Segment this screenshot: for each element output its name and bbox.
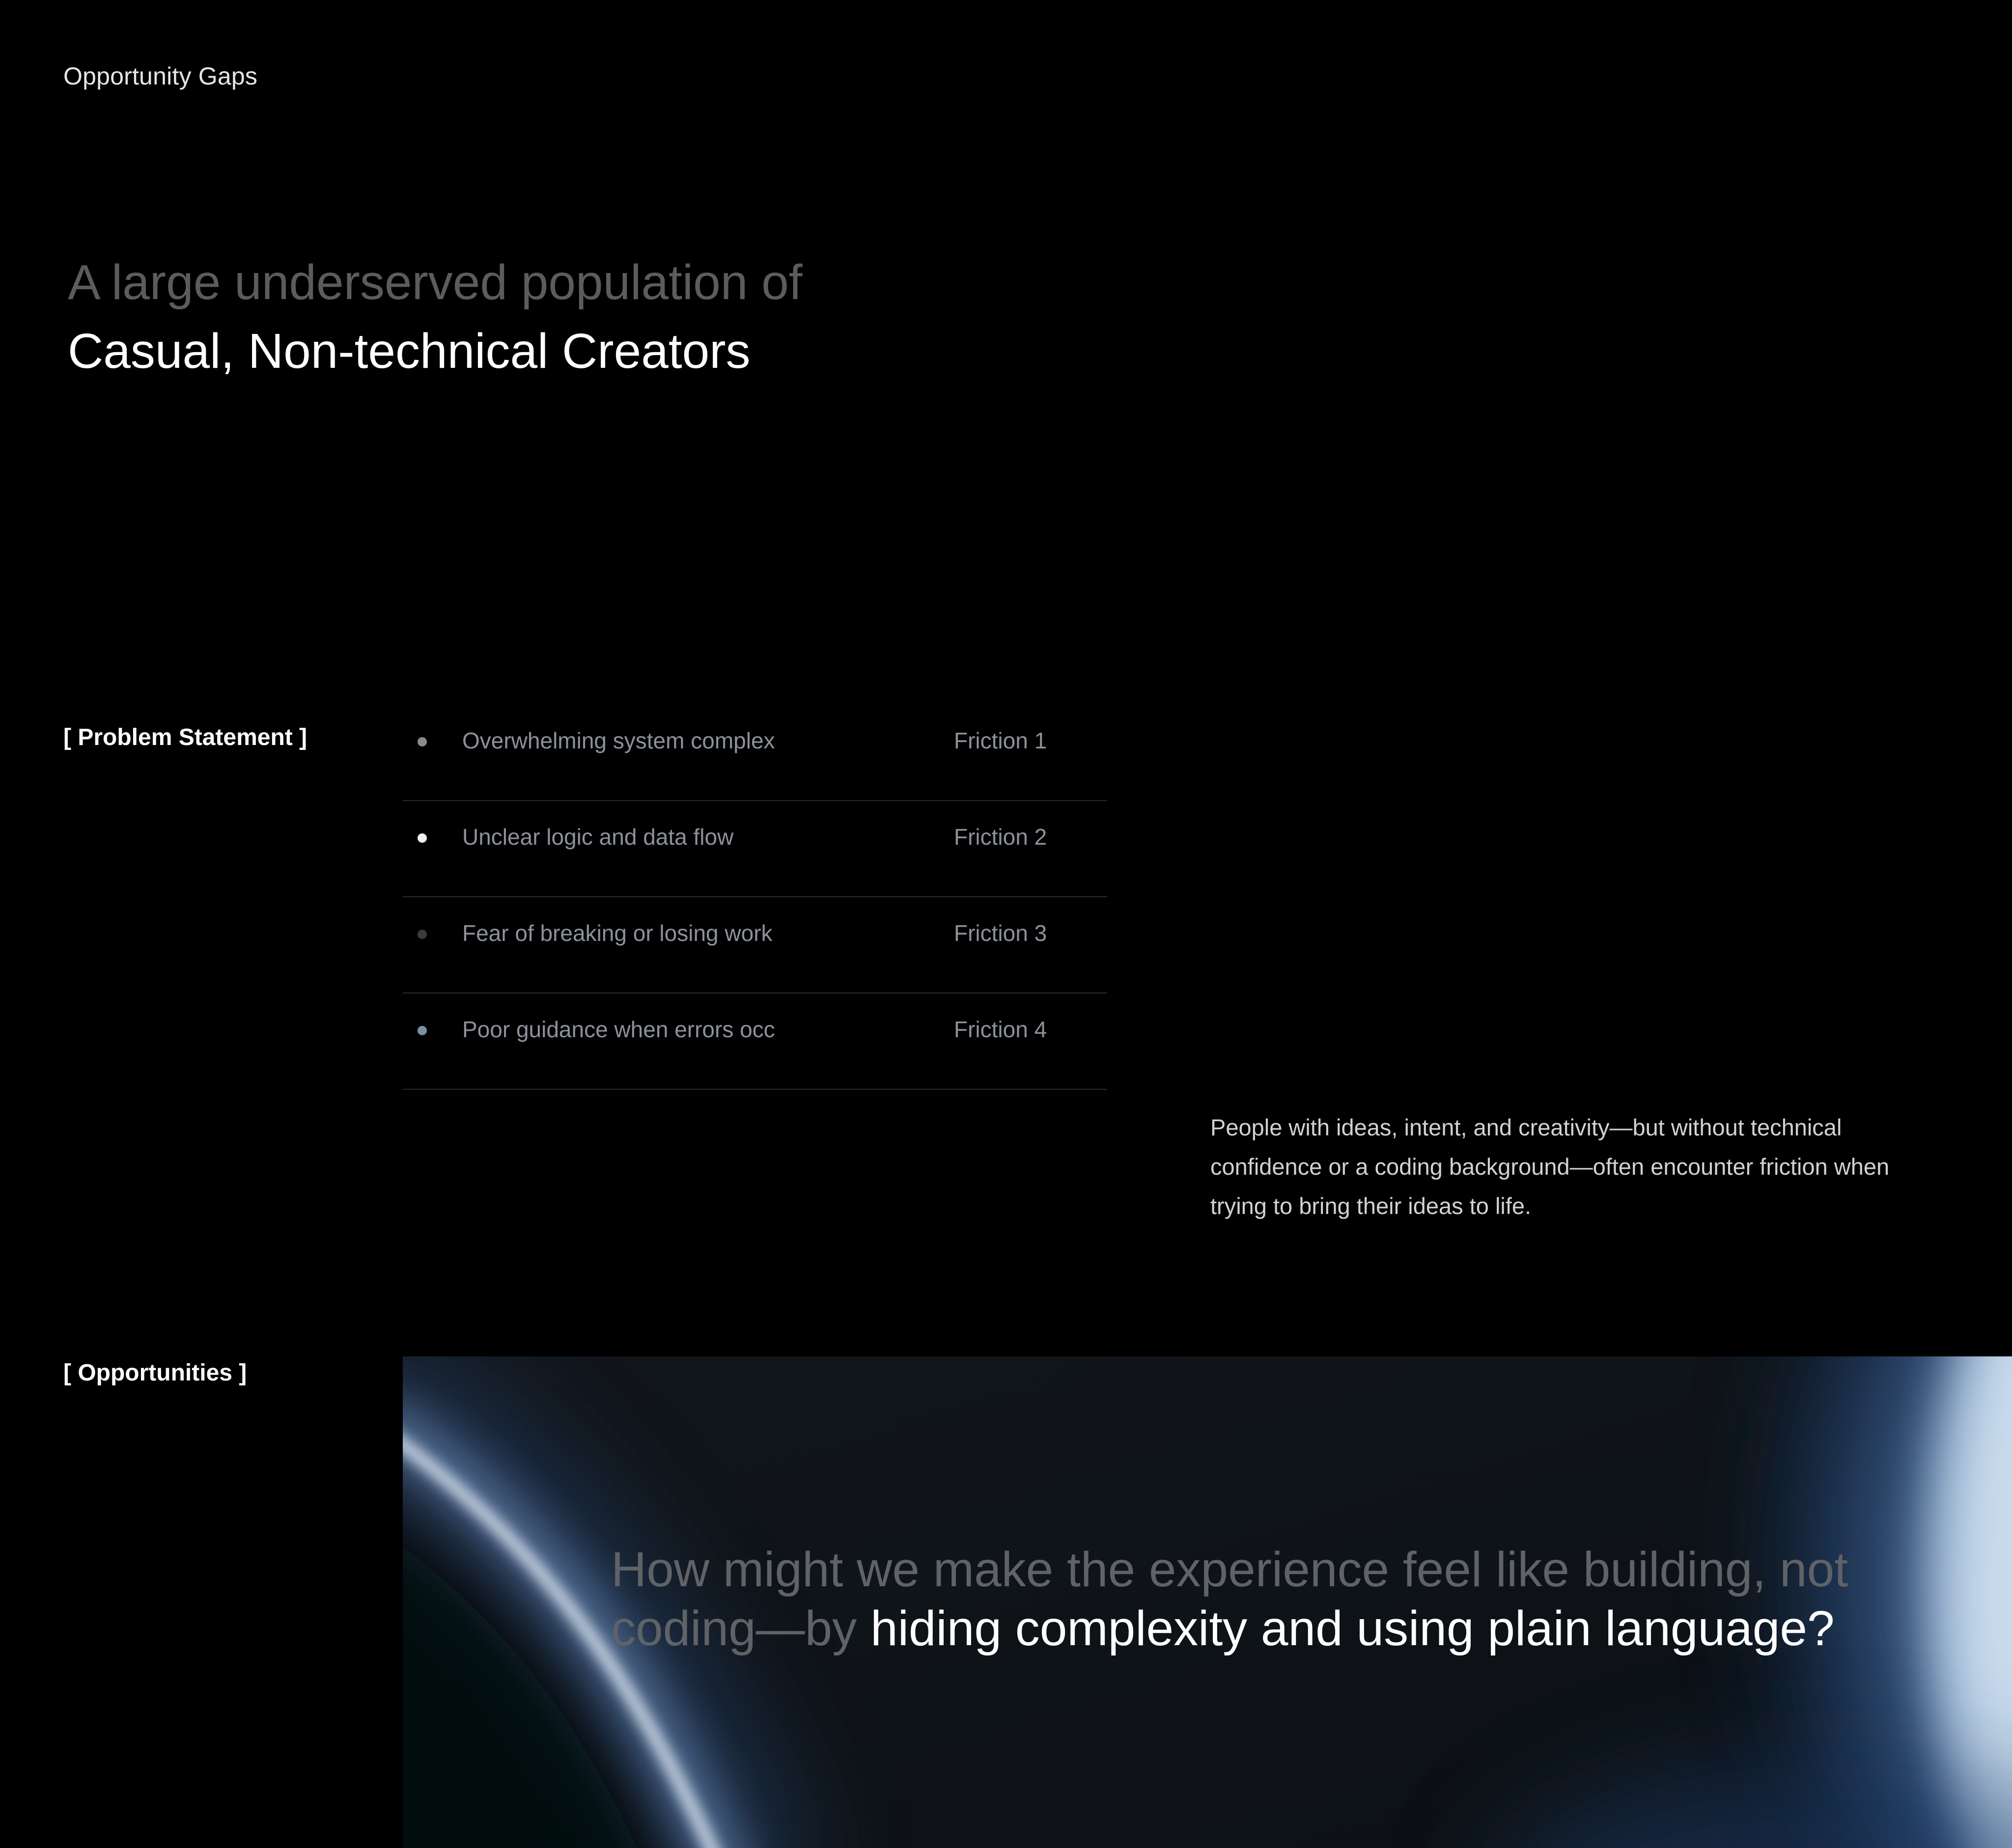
page-eyebrow: Opportunity Gaps xyxy=(63,62,258,90)
question-emphasis: hiding complexity and using plain language? xyxy=(870,1601,1835,1656)
friction-tag: Friction 3 xyxy=(954,920,1047,946)
friction-tag: Friction 1 xyxy=(954,728,1047,753)
problem-description: People with ideas, intent, and creativity—but without technical confidence or a coding background—often encounter friction when trying to bring their ideas to life. xyxy=(1210,1114,1890,1219)
friction-text: Overwhelming system complex xyxy=(462,728,775,753)
friction-row-3 xyxy=(403,897,1107,993)
friction-tag: Friction 4 xyxy=(954,1017,1047,1042)
friction-text: Poor guidance when errors occ xyxy=(462,1017,775,1042)
opportunity-question xyxy=(611,1540,1937,1658)
headline-line-2: Casual, Non-technical Creators xyxy=(68,324,751,379)
friction-text: Unclear logic and data flow xyxy=(462,824,734,850)
question-lead: How might we make the experience feel like building, not coding—by xyxy=(611,1542,1848,1656)
friction-row-1 xyxy=(403,705,1107,801)
friction-tag: Friction 2 xyxy=(954,824,1047,850)
friction-list xyxy=(403,705,1107,1090)
bullet-dot-icon xyxy=(418,737,427,746)
headline-line-1: A large underserved population of xyxy=(68,255,803,310)
bullet-dot-icon xyxy=(418,833,427,843)
friction-row-2 xyxy=(403,801,1107,897)
opportunity-panel xyxy=(403,1356,2012,1848)
friction-row-4 xyxy=(403,993,1107,1090)
headline xyxy=(68,248,803,386)
friction-text: Fear of breaking or losing work xyxy=(462,920,773,946)
bullet-dot-icon xyxy=(418,1026,427,1035)
bullet-dot-icon xyxy=(418,930,427,939)
problem-statement-label: [ Problem Statement ] xyxy=(63,724,307,750)
opportunities-label: [ Opportunities ] xyxy=(63,1360,247,1386)
